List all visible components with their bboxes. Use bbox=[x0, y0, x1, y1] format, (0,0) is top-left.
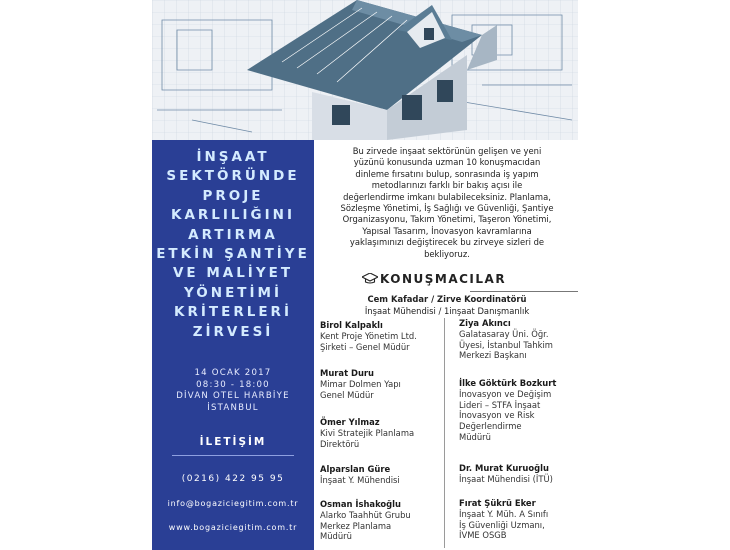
house-blueprint-illustration bbox=[152, 0, 578, 140]
description-line: Yapısal Tasarım, İnovasyon kavramlarına bbox=[362, 225, 532, 236]
speaker-description: Müdürü bbox=[459, 431, 491, 442]
title-line: VE MALİYET bbox=[172, 265, 294, 282]
event-title bbox=[152, 148, 314, 342]
event-poster bbox=[152, 0, 578, 550]
contact-heading: İLETİŞİM bbox=[199, 436, 267, 448]
speaker-entry bbox=[320, 499, 411, 542]
event-time: 08:30 - 18:00 bbox=[196, 379, 270, 390]
description-line: metodlarınızı farklı bir bakış açısı ile bbox=[371, 180, 523, 191]
coordinator-name: Cem Kafadar / Zirve Koordinatörü bbox=[367, 294, 527, 304]
speaker-description: Kivi Stratejik Planlama bbox=[320, 427, 415, 438]
contact-phone[interactable]: (0216) 422 95 95 bbox=[181, 474, 285, 484]
speakers-heading-rule bbox=[470, 291, 578, 292]
coordinator-role: İnşaat Mühendisi / 1inşaat Danışmanlık bbox=[364, 306, 530, 316]
speaker-column-divider bbox=[444, 318, 445, 548]
hero-house-image bbox=[152, 0, 578, 140]
title-line: SEKTÖRÜNDE bbox=[166, 168, 300, 185]
speaker-description: Üyesi, İstanbul Tahkim bbox=[459, 339, 553, 350]
description-line: dinleme fırsatını bulup, sonrasında iş yapım bbox=[355, 168, 539, 179]
event-description bbox=[316, 146, 578, 260]
contact-website-link[interactable]: www.bogaziciegitim.com.tr bbox=[168, 523, 298, 532]
speaker-description: İVME OSGB bbox=[459, 530, 507, 541]
title-line: KARLILIĞINI bbox=[171, 207, 295, 224]
speaker-description: İnovasyon ve Risk bbox=[459, 410, 535, 421]
event-info-panel bbox=[152, 140, 314, 550]
speaker-description: Merkez Planlama bbox=[320, 520, 392, 531]
speaker-description: Direktörü bbox=[320, 438, 360, 449]
speaker-description: Şirketi – Genel Müdür bbox=[320, 341, 410, 352]
description-line: değerlendirme imkanı bulabileceksiniz. Planlama, bbox=[343, 191, 551, 202]
speaker-name: Murat Duru bbox=[320, 368, 375, 378]
speaker-description: Alarko Taahhüt Grubu bbox=[320, 509, 411, 520]
title-line: İNŞAAT bbox=[196, 149, 270, 165]
speakers-heading bbox=[362, 272, 506, 286]
title-line: ZİRVESİ bbox=[192, 323, 274, 340]
event-venue: DİVAN OTEL HARBİYE bbox=[176, 391, 290, 401]
speaker-description: Galatasaray Üni. Öğr. bbox=[459, 328, 549, 339]
title-line: PROJE bbox=[202, 187, 264, 204]
speaker-description: İş Güvenliği Uzmanı, bbox=[459, 519, 545, 530]
speakers-heading-label: KONUŞMACILAR bbox=[380, 272, 507, 286]
speaker-entry bbox=[320, 320, 417, 352]
speaker-description: İnşaat Mühendisi (İTÜ) bbox=[459, 473, 553, 484]
description-line: Sözleşme Yönetimi, İş Sağlığı ve Güvenliği, Şantiye bbox=[340, 203, 554, 214]
speaker-description: Genel Müdür bbox=[320, 389, 374, 400]
speaker-description: Kent Proje Yönetim Ltd. bbox=[320, 330, 417, 341]
title-line: ARTIRMA bbox=[188, 226, 278, 243]
speaker-description: İnşaat Y. Mühendisi bbox=[320, 474, 400, 485]
speaker-description: Mimar Dolmen Yapı bbox=[320, 378, 401, 389]
description-line: bekliyoruz. bbox=[424, 248, 470, 259]
speaker-description: Değerlendirme bbox=[459, 421, 522, 432]
speaker-entry bbox=[320, 464, 400, 486]
description-line: Bu zirvede inşaat sektörünün gelişen ve yeni bbox=[352, 146, 542, 156]
event-details bbox=[152, 368, 314, 414]
speaker-entry bbox=[320, 417, 414, 449]
title-line: ETKİN ŞANTİYE bbox=[156, 246, 310, 263]
speaker-name: İlke Göktürk Bozkurt bbox=[459, 378, 557, 388]
graduation-cap-icon bbox=[362, 273, 378, 284]
description-line: yaklaşımınızı değiştirecek bu zirveye sizleri de bbox=[349, 237, 545, 248]
speaker-name: Fırat Şükrü Eker bbox=[459, 498, 536, 508]
title-line: KRİTERLERİ bbox=[174, 304, 292, 321]
speaker-name: Osman İshakoğlu bbox=[320, 499, 402, 509]
event-date: 14 OCAK 2017 bbox=[194, 368, 272, 378]
speaker-entry bbox=[459, 463, 553, 485]
speaker-name: Dr. Murat Kuruoğlu bbox=[459, 463, 549, 473]
speaker-description: Müdürü bbox=[320, 531, 352, 542]
description-line: yüzünü konusunda uzman 10 konuşmacıdan bbox=[353, 157, 541, 168]
description-line: Organizasyonu, Takım Yönetimi, Taşeron Yönetimi, bbox=[342, 214, 552, 225]
speaker-entry bbox=[459, 378, 556, 443]
speaker-name: Ömer Yılmaz bbox=[320, 417, 380, 427]
speaker-name: Birol Kalpaklı bbox=[320, 320, 383, 330]
title-line: YÖNETİMİ bbox=[184, 284, 282, 301]
speaker-description: İnovasyon ve Değişim bbox=[459, 388, 552, 399]
speaker-name: Ziya Akıncı bbox=[459, 318, 511, 328]
speaker-description: Lideri – STFA İnşaat bbox=[459, 399, 541, 410]
event-city: İSTANBUL bbox=[207, 402, 259, 413]
speaker-name: Alparslan Güre bbox=[320, 464, 391, 474]
speaker-entry bbox=[459, 498, 548, 541]
speaker-description: İnşaat Y. Müh. A Sınıfı bbox=[459, 508, 549, 519]
speaker-description: Merkezi Başkanı bbox=[459, 350, 527, 361]
speaker-entry bbox=[459, 318, 553, 361]
speaker-entry bbox=[320, 368, 401, 400]
contact-divider bbox=[172, 455, 294, 456]
contact-email-link[interactable]: info@bogaziciegitim.com.tr bbox=[167, 499, 299, 508]
